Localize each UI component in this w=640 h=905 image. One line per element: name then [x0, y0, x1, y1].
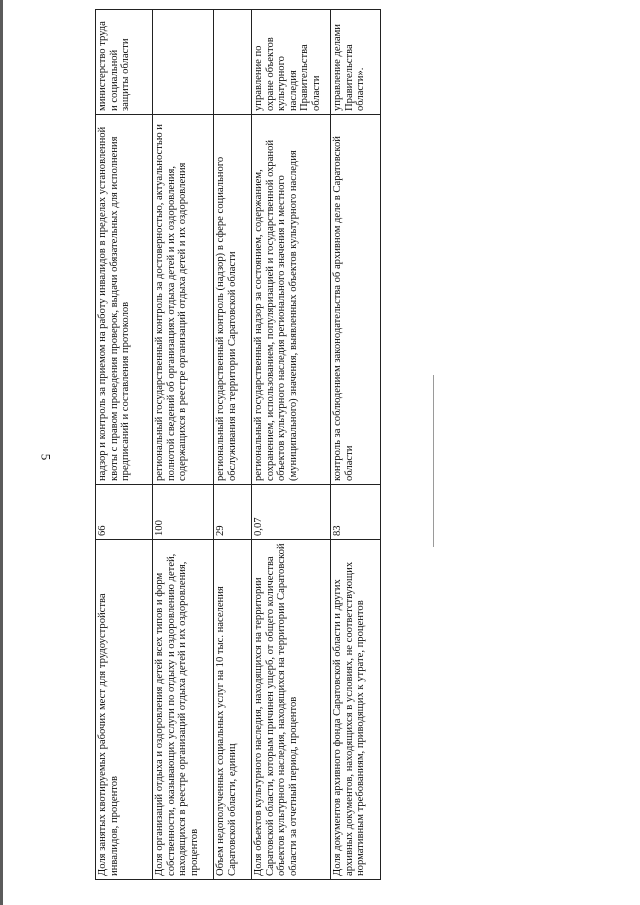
- control-type-cell: региональный государственный контроль (надзор) в сфере социального обслуживания на территории Саратовской области: [214, 115, 252, 485]
- control-type-cell: региональный государственный контроль за достоверностью, актуальностью и полнотой сведений об организациях отдыха детей и их оздоровления, содержащихся в реестре организаций отдыха детей и их оздоровления: [153, 115, 214, 485]
- value-cell: 0,07: [252, 485, 331, 540]
- authority-cell: управление делами Правительства области».: [331, 10, 381, 115]
- authority-cell: министерство труда и социальной защиты области: [96, 10, 153, 115]
- rotated-page-content: [95, 10, 395, 880]
- value-cell: 100: [153, 485, 214, 540]
- indicator-cell: Доля объектов культурного наследия, находящихся на территории Саратовской области, которым причинен ущерб, от общего количества объектов культурного наследия, находящихся на территории Саратовской области за отчетный период, процентов: [252, 540, 331, 880]
- indicator-cell: Объем недополученных социальных услуг на 10 тыс. населения Саратовской области, единиц: [214, 540, 252, 880]
- authority-cell: [153, 10, 214, 115]
- page-number: 5: [38, 453, 54, 461]
- table-row: [214, 10, 252, 880]
- value-cell: 66: [96, 485, 153, 540]
- table-row: [153, 10, 214, 880]
- signature-rule: [433, 375, 434, 547]
- table-row: [96, 10, 153, 880]
- control-type-cell: контроль за соблюдением законодательства об архивном деле в Саратовской области: [331, 115, 381, 485]
- value-cell: 83: [331, 485, 381, 540]
- indicator-cell: Доля документов архивного фонда Саратовской области и других архивных документов, находящихся в условиях, не соответствующих нормативным требованиям, приводящих к утрате, процентов: [331, 540, 381, 880]
- indicator-cell: Доля организаций отдыха и оздоровления детей всех типов и форм собственности, оказывающих услуги по отдыху и оздоровлению детей, находящихся в реестре организаций отдыха детей и их оздоровления, процентов: [153, 540, 214, 880]
- table-row: [331, 10, 381, 880]
- value-cell: 29: [214, 485, 252, 540]
- authority-cell: управление по охране объектов культурного наследия Правительства области: [252, 10, 331, 115]
- control-type-cell: региональный государственный надзор за состоянием, содержанием, сохранением, использованием, популяризацией и государственной охраной объектов культурного наследия регионального значения и местного (муниципального) значения, выявленных объектов культурного наследия: [252, 115, 331, 485]
- authority-cell: [214, 10, 252, 115]
- scan-edge: [0, 0, 3, 905]
- table-row: [252, 10, 331, 880]
- indicator-cell: Доля занятых квотируемых рабочих мест для трудоустройства инвалидов, процентов: [96, 540, 153, 880]
- control-indicators-table: [95, 9, 381, 880]
- control-type-cell: надзор и контроль за приемом на работу инвалидов в пределах установленной квоты с правом проведения проверок, выдачи обязательных для исполнения предписаний и составления протоколов: [96, 115, 153, 485]
